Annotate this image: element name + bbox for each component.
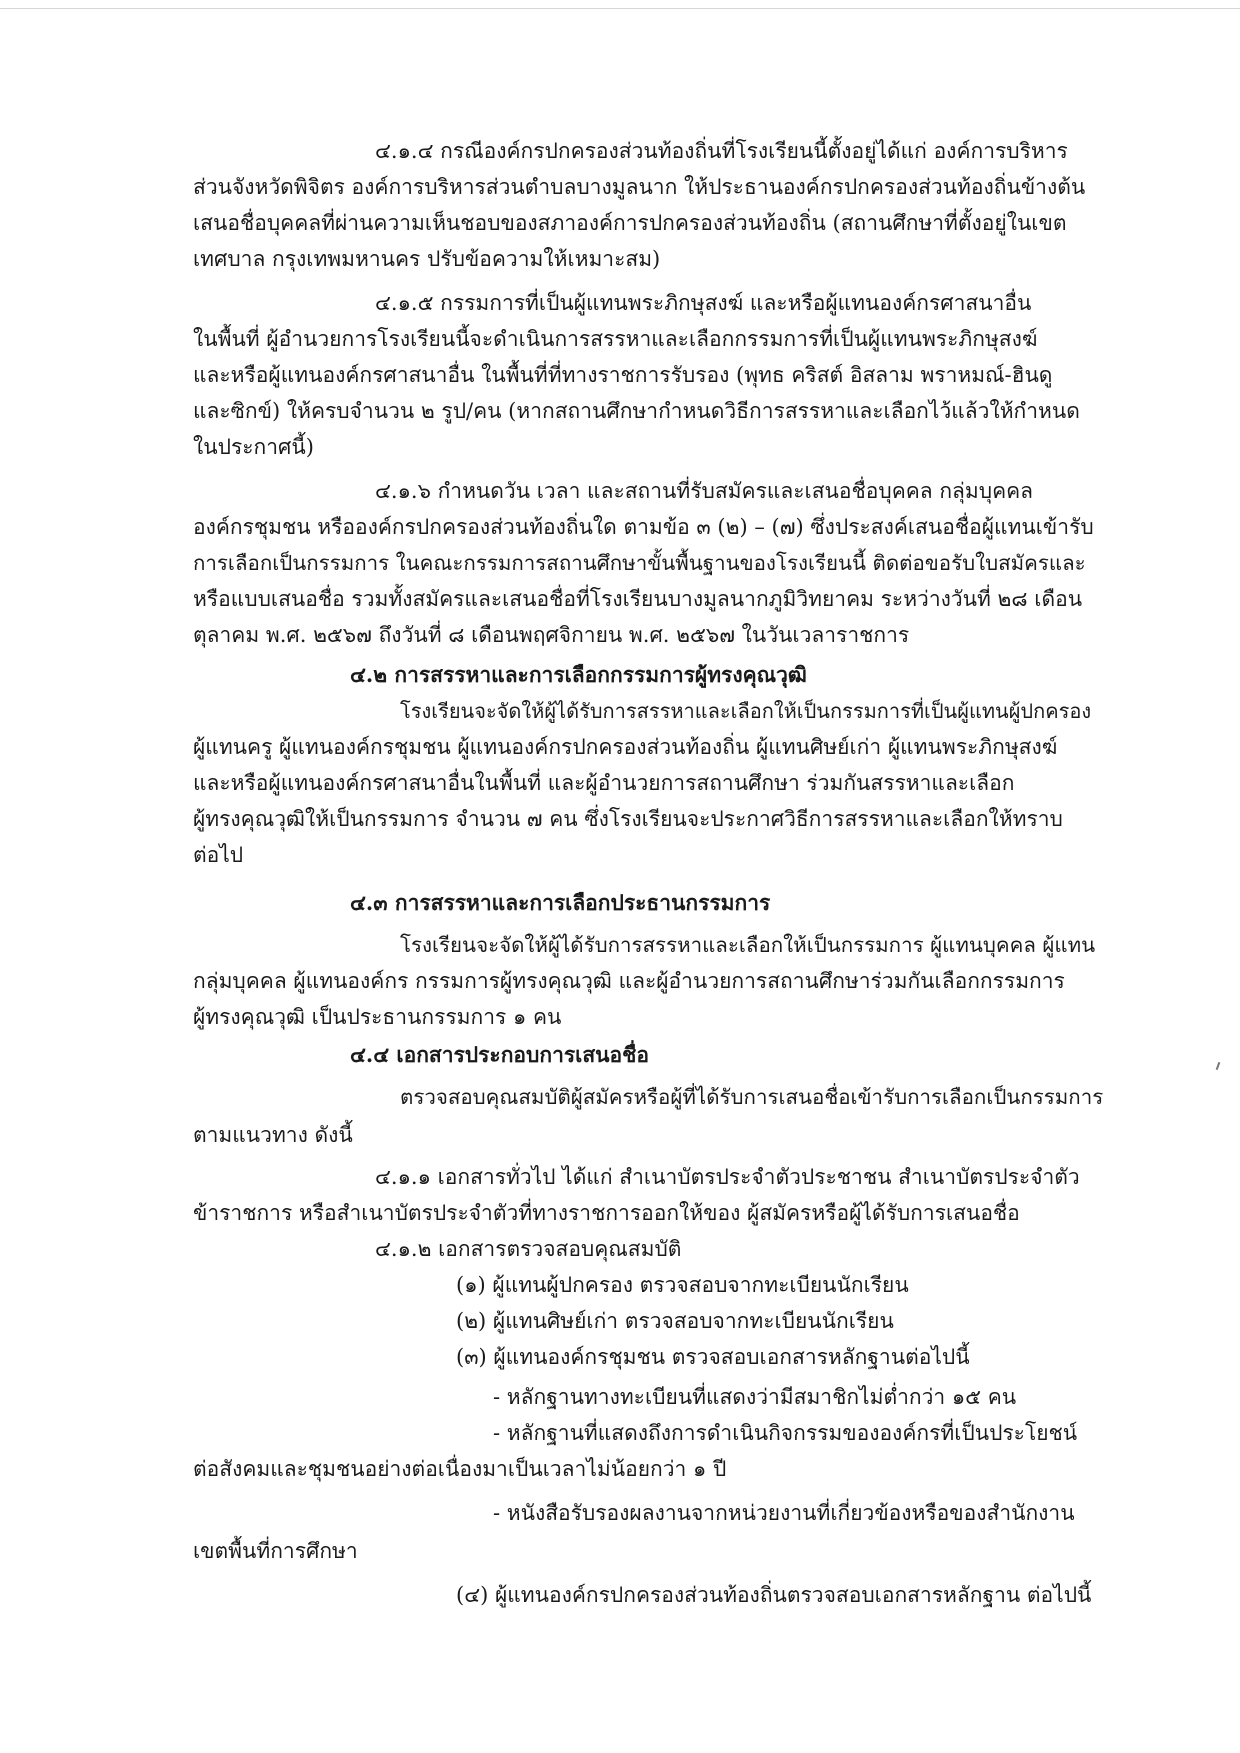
text-line: ๔.๑.๔ กรณีองค์กรปกครองส่วนท้องถิ่นที่โรงเรียนนี้ตั้งอยู่ได้แก่ องค์การบริหาร xyxy=(375,139,1068,163)
text-line: ๔.๑.๕ กรรมการที่เป็นผู้แทนพระภิกษุสงฆ์ และหรือผู้แทนองค์กรศาสนาอื่น xyxy=(375,291,1032,315)
text-line: โรงเรียนจะจัดให้ผู้ได้รับการสรรหาและเลือกให้เป็นกรรมการที่เป็นผู้แทนผู้ปกครอง xyxy=(400,699,1092,723)
text-line: ในประกาศนี้) xyxy=(193,435,314,459)
bullet-item: - หลักฐานที่แสดงถึงการดำเนินกิจกรรมขององค์กรที่เป็นประโยชน์ xyxy=(493,1421,1078,1445)
text-line: ตรวจสอบคุณสมบัติผู้สมัครหรือผู้ที่ได้รับการเสนอชื่อเข้ารับการเลือกเป็นกรรมการ xyxy=(400,1085,1104,1109)
section-heading: ๔.๓ การสรรหาและการเลือกประธานกรรมการ xyxy=(350,890,771,915)
list-item: (๑) ผู้แทนผู้ปกครอง ตรวจสอบจากทะเบียนนักเรียน xyxy=(456,1273,909,1297)
text-line: ต่อไป xyxy=(193,843,244,867)
text-line: ๔.๑.๑ เอกสารทั่วไป ได้แก่ สำเนาบัตรประจำตัวประชาชน สำเนาบัตรประจำตัว xyxy=(375,1165,1080,1189)
text-line: ตามแนวทาง ดังนี้ xyxy=(193,1123,353,1147)
text-line: ผู้แทนครู ผู้แทนองค์กรชุมชน ผู้แทนองค์กรปกครองส่วนท้องถิ่น ผู้แทนศิษย์เก่า ผู้แทนพระภิกษุสงฆ์ xyxy=(193,735,1058,759)
section-heading: ๔.๒ การสรรหาและการเลือกกรรมการผู้ทรงคุณวุฒิ xyxy=(350,662,807,687)
text-line: ส่วนจังหวัดพิจิตร องค์การบริหารส่วนตำบลบางมูลนาก ให้ประธานองค์กรปกครองส่วนท้องถิ่นข้างต้น xyxy=(193,175,1086,199)
text-line: เทศบาล กรุงเทพมหานคร ปรับข้อความให้เหมาะสม) xyxy=(193,247,661,271)
text-line: โรงเรียนจะจัดให้ผู้ได้รับการสรรหาและเลือกให้เป็นกรรมการ ผู้แทนบุคคล ผู้แทน xyxy=(400,933,1096,957)
list-item: (๓) ผู้แทนองค์กรชุมชน ตรวจสอบเอกสารหลักฐานต่อไปนี้ xyxy=(456,1345,970,1369)
text-line: และหรือผู้แทนองค์กรศาสนาอื่นในพื้นที่ และผู้อำนวยการสถานศึกษา ร่วมกันสรรหาและเลือก xyxy=(193,771,1015,795)
text-line: เขตพื้นที่การศึกษา xyxy=(193,1539,358,1563)
text-line: ในพื้นที่ ผู้อำนวยการโรงเรียนนี้จะดำเนินการสรรหาและเลือกกรรมการที่เป็นผู้แทนพระภิกษุสงฆ์ xyxy=(193,327,1038,351)
text-line: การเลือกเป็นกรรมการ ในคณะกรรมการสถานศึกษาขั้นพื้นฐานของโรงเรียนนี้ ติดต่อขอรับใบสมัครและ xyxy=(193,551,1086,575)
list-item: (๒) ผู้แทนศิษย์เก่า ตรวจสอบจากทะเบียนนักเรียน xyxy=(456,1309,894,1333)
text-line: ๔.๑.๒ เอกสารตรวจสอบคุณสมบัติ xyxy=(375,1237,682,1261)
list-item: (๔) ผู้แทนองค์กรปกครองส่วนท้องถิ่นตรวจสอบเอกสารหลักฐาน ต่อไปนี้ xyxy=(456,1583,1092,1607)
bullet-item: - หลักฐานทางทะเบียนที่แสดงว่ามีสมาชิกไม่ต่ำกว่า ๑๕ คน xyxy=(493,1385,1017,1409)
text-line: ต่อสังคมและชุมชนอย่างต่อเนื่องมาเป็นเวลาไม่น้อยกว่า ๑ ปี xyxy=(193,1457,727,1481)
text-line: หรือแบบเสนอชื่อ รวมทั้งสมัครและเสนอชื่อที่โรงเรียนบางมูลนากภูมิวิทยาคม ระหว่างวันที่ ๒๘ เดือน xyxy=(193,587,1083,611)
text-line: และซิกข์) ให้ครบจำนวน ๒ รูป/คน (หากสถานศึกษากำหนดวิธีการสรรหาและเลือกไว้แล้วให้กำหนด xyxy=(193,399,1080,423)
text-line: ผู้ทรงคุณวุฒิ เป็นประธานกรรมการ ๑ คน xyxy=(193,1005,562,1029)
bullet-item: - หนังสือรับรองผลงานจากหน่วยงานที่เกี่ยวข้องหรือของสำนักงาน xyxy=(493,1501,1075,1525)
text-line: ตุลาคม พ.ศ. ๒๕๖๗ ถึงวันที่ ๘ เดือนพฤศจิกายน พ.ศ. ๒๕๖๗ ในวันเวลาราชการ xyxy=(193,623,910,647)
text-line: เสนอชื่อบุคคลที่ผ่านความเห็นชอบของสภาองค์การปกครองส่วนท้องถิ่น (สถานศึกษาที่ตั้งอยู่ในเขต xyxy=(193,211,1067,235)
section-heading: ๔.๔ เอกสารประกอบการเสนอชื่อ xyxy=(350,1042,649,1067)
text-line: ๔.๑.๖ กำหนดวัน เวลา และสถานที่รับสมัครและเสนอชื่อบุคคล กลุ่มบุคคล xyxy=(375,479,1034,503)
text-line: กลุ่มบุคคล ผู้แทนองค์กร กรรมการผู้ทรงคุณวุฒิ และผู้อำนวยการสถานศึกษาร่วมกันเลือกกรรมการ xyxy=(193,969,1065,993)
text-line: และหรือผู้แทนองค์กรศาสนาอื่น ในพื้นที่ที่ทางราชการรับรอง (พุทธ คริสต์ อิสลาม พราหมณ์-ฮินดู xyxy=(193,363,1053,387)
text-line: ข้าราชการ หรือสำเนาบัตรประจำตัวที่ทางราชการออกให้ของ ผู้สมัครหรือผู้ได้รับการเสนอชื่อ xyxy=(193,1201,1020,1225)
text-line: ผู้ทรงคุณวุฒิให้เป็นกรรมการ จำนวน ๗ คน ซึ่งโรงเรียนจะประกาศวิธีการสรรหาและเลือกให้ทราบ xyxy=(193,807,1063,831)
text-line: องค์กรชุมชน หรือองค์กรปกครองส่วนท้องถิ่นใด ตามข้อ ๓ (๒) – (๗) ซึ่งประสงค์เสนอชื่อผู้แทนเข้ารับ xyxy=(193,515,1094,539)
